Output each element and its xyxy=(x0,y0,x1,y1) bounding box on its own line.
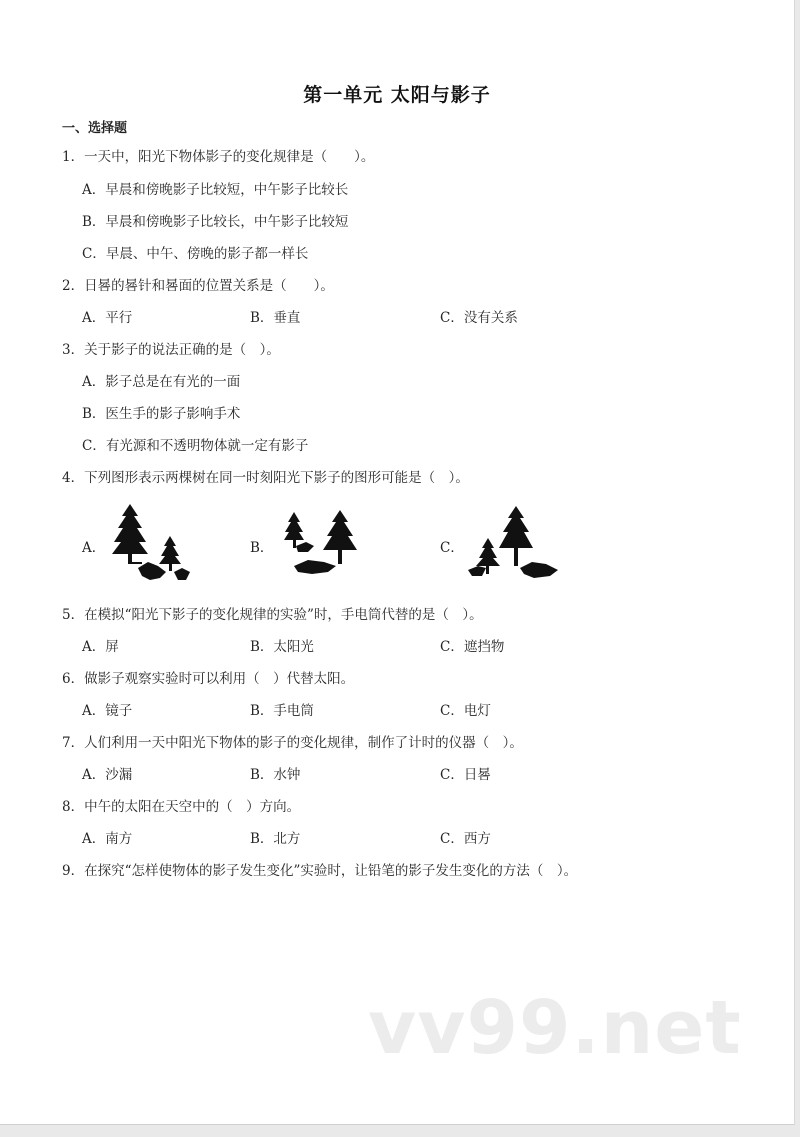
question-8: 8．中午的太阳在天空中的（ ）方向。 xyxy=(62,799,301,815)
q1-option-a: A．早晨和傍晚影子比较短，中午影子比较长 xyxy=(82,182,349,198)
shadow-icon xyxy=(296,542,314,552)
q3-option-a: A．影子总是在有光的一面 xyxy=(82,374,241,390)
q2-option-c: C．没有关系 xyxy=(440,310,518,326)
q4-option-b: B． xyxy=(250,540,274,556)
question-2: 2．日晷的晷针和晷面的位置关系是（ ）。 xyxy=(62,278,334,294)
q5-option-b: B．太阳光 xyxy=(250,639,314,655)
q7-option-b: B．水钟 xyxy=(250,767,301,783)
q4-option-a: A． xyxy=(82,540,106,556)
q7-option-a: A．沙漏 xyxy=(82,767,133,783)
question-6: 6．做影子观察实验时可以利用（ ）代替太阳。 xyxy=(62,671,355,687)
shadow-icon xyxy=(138,562,166,580)
question-4: 4．下列图形表示两棵树在同一时刻阳光下影子的图形可能是（ ）。 xyxy=(62,470,469,486)
q4-figure-b xyxy=(284,508,364,578)
small-tree-icon xyxy=(159,536,181,564)
q8-option-b: B．北方 xyxy=(250,831,301,847)
q2-option-a: A．平行 xyxy=(82,310,133,326)
q1-option-b: B．早晨和傍晚影子比较长，中午影子比较短 xyxy=(82,214,349,230)
q1-option-c: C．早晨、中午、傍晚的影子都一样长 xyxy=(82,246,309,262)
q4-figure-a xyxy=(108,502,198,584)
q3-option-c: C．有光源和不透明物体就一定有影子 xyxy=(82,438,309,454)
shadow-icon xyxy=(520,562,558,578)
small-tree-icon xyxy=(476,538,500,566)
question-9: 9．在探究“怎样使物体的影子发生变化”实验时，让铅笔的影子发生变化的方法（ ）。 xyxy=(62,863,578,879)
shadow-icon xyxy=(294,560,336,574)
q3-option-b: B．医生手的影子影响手术 xyxy=(82,406,241,422)
shadow-icon xyxy=(468,566,486,576)
q5-option-a: A．屏 xyxy=(82,639,119,655)
q6-option-c: C．电灯 xyxy=(440,703,491,719)
tall-tree-icon xyxy=(112,504,148,554)
tall-tree-icon xyxy=(323,510,357,550)
shadow-icon xyxy=(174,568,190,580)
page-title: 第一单元 太阳与影子 xyxy=(303,84,491,106)
section-heading: 一、选择题 xyxy=(62,121,128,136)
q7-option-c: C．日晷 xyxy=(440,767,491,783)
question-3: 3．关于影子的说法正确的是（ ）。 xyxy=(62,342,280,358)
q2-option-b: B．垂直 xyxy=(250,310,301,326)
q8-option-a: A．南方 xyxy=(82,831,133,847)
q4-option-c: C． xyxy=(440,540,464,556)
small-tree-icon xyxy=(284,512,304,540)
tall-tree-icon xyxy=(499,506,533,548)
question-5: 5．在模拟“阳光下影子的变化规律的实验”时，手电筒代替的是（ ）。 xyxy=(62,607,483,623)
q6-option-b: B．手电筒 xyxy=(250,703,314,719)
q6-option-a: A．镜子 xyxy=(82,703,133,719)
watermark: vv99.net xyxy=(368,985,742,1071)
question-1: 1．一天中，阳光下物体影子的变化规律是（ ）。 xyxy=(62,149,375,165)
question-7: 7．人们利用一天中阳光下物体的影子的变化规律，制作了计时的仪器（ ）。 xyxy=(62,735,523,751)
q4-figure-c xyxy=(466,504,562,580)
q8-option-c: C．西方 xyxy=(440,831,491,847)
q5-option-c: C．遮挡物 xyxy=(440,639,505,655)
